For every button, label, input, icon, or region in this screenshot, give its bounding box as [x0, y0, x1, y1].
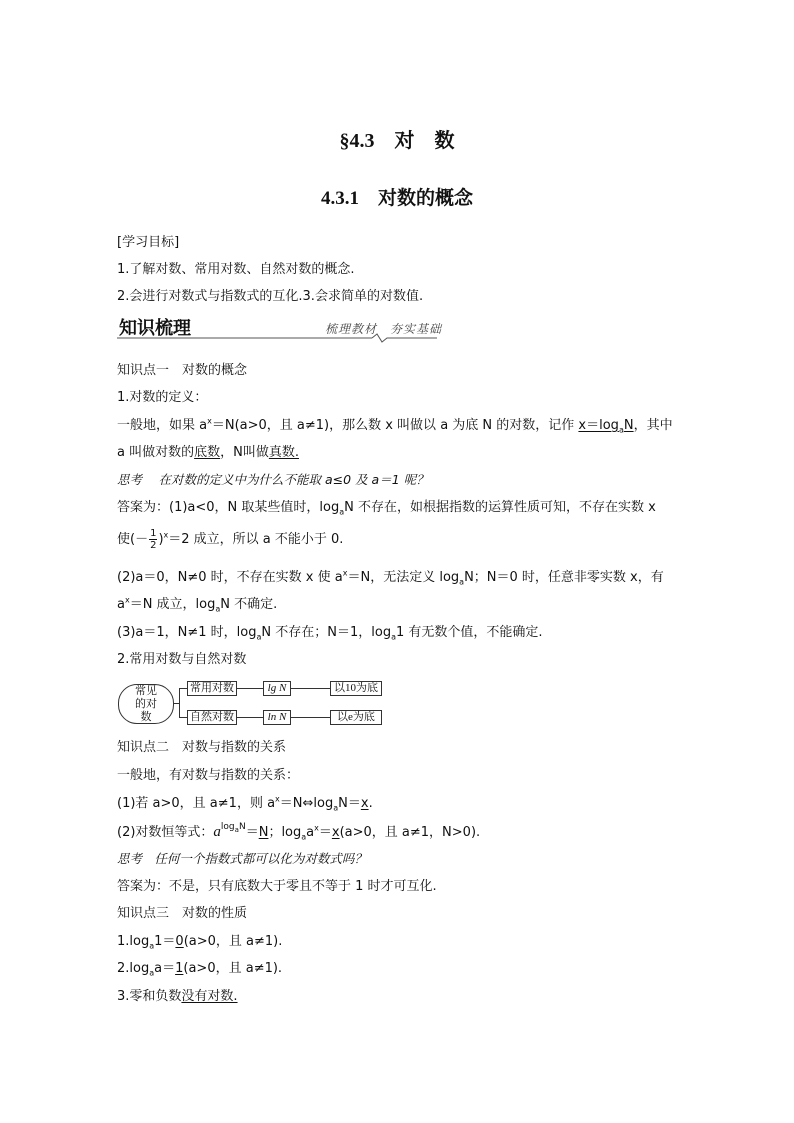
- definition-line-2: a 叫做对数的底数，N叫做真数.: [117, 445, 299, 460]
- banner-underline: [117, 333, 437, 343]
- answer-log-notation: $x=\log_aN$: [578, 418, 634, 435]
- answer-base: 底数: [194, 445, 221, 460]
- kp2-identity: (2)对数恒等式：$a^{log_aN}=N$；$\log_aa^x=x(a>0$，且 a≠1，N>0).: [117, 821, 481, 842]
- answer-3: (3)a＝1，N≠1 时，$\log_aN$ 不存在；N＝1，$\log_a1$ 有无数个值，不能确定.: [117, 625, 543, 642]
- think-question-2: 思考 任何一个指数式都可以化为对数式吗？: [117, 851, 367, 866]
- banner-title: 知识梳理: [119, 318, 191, 339]
- answer-x: x: [360, 796, 369, 811]
- think-question-1: 思考 在对数的定义中为什么不能取 a≤0 及 a＝1 呢？: [117, 472, 429, 487]
- objective-2: 2.会进行对数式与指数式的互化.3.会求简单的对数值.: [117, 289, 424, 304]
- diagram-common-log: 常用对数: [187, 681, 237, 696]
- kp2-heading: 知识点二 对数与指数的关系: [117, 740, 287, 755]
- definition-heading: 1.对数的定义：: [117, 390, 208, 405]
- answer-x-identity: x: [331, 825, 340, 840]
- answer-1-line-2: 使(－ $\frac{1}{2}$ )$^x$＝2 成立，所以 a 不能小于 0.: [117, 528, 344, 551]
- banner-subtitle: 梳理教材 夯实基础: [325, 322, 443, 336]
- objectives-header: [学习目标]: [117, 235, 180, 250]
- answer-2-line-2: $a^x=N$ 成立，$\log_aN$ 不确定.: [117, 595, 278, 614]
- diagram-ln-notation: ln N: [263, 710, 291, 725]
- kp3-property-3: 3.零和负数没有对数.: [117, 989, 238, 1004]
- kp3-property-2: $2.\log_aa=1(a>0$，且 a≠1).: [117, 961, 283, 978]
- log-types-diagram: [117, 680, 387, 728]
- section-title: §4.3 对 数: [339, 130, 455, 152]
- kp3-heading: 知识点三 对数的性质: [117, 906, 248, 921]
- kp2-relation: (1)若 a>0，且 a≠1，则 $a^x=N\Leftrightarrow\log_aN=x$.: [117, 794, 373, 813]
- definition-line-1: 一般地，如果 $a^x=N(a>0$，且 a≠1)，那么数 x 叫做以 a 为底 N 的对数，记作 $x=\log_aN$，其中: [117, 416, 673, 435]
- kp2-answer: 答案为：不是，只有底数大于零且不等于 1 时才可互化.: [117, 879, 437, 894]
- answer-1-line-1: 答案为：(1)a<0，N 取某些值时，$\log_aN$ 不存在，如根据指数的运算性质可知，不存在实数 x: [117, 500, 656, 517]
- kp2-intro: 一般地，有对数与指数的关系：: [117, 768, 300, 783]
- diagram-natural-log: 自然对数: [187, 710, 237, 725]
- fraction-half: $\frac{1}{2}$: [150, 528, 157, 551]
- kp1-heading: 知识点一 对数的概念: [117, 363, 248, 378]
- common-natural-heading: 2.常用对数与自然对数: [117, 652, 247, 667]
- diagram-root: 常见的对数: [118, 684, 174, 724]
- subsection-title: 4.3.1 对数的概念: [320, 188, 473, 209]
- answer-zero: 0: [175, 934, 184, 949]
- objective-1: 1.了解对数、常用对数、自然对数的概念.: [117, 262, 355, 277]
- knowledge-banner: [117, 312, 443, 342]
- diagram-base-e: 以e为底: [330, 710, 382, 725]
- answer-2-line-1: (2)a＝0，N≠0 时，不存在实数 x 使 $a^x=N$，无法定义 $\log_aN$；N＝0 时，任意非零实数 x，有: [117, 568, 664, 587]
- diagram-lg-notation: lg N: [263, 681, 291, 696]
- answer-N: N: [258, 825, 269, 840]
- diagram-base-10: 以10为底: [330, 681, 382, 696]
- answer-one: 1: [175, 961, 184, 976]
- answer-antilog: 真数.: [268, 445, 299, 460]
- answer-no-log: 没有对数.: [181, 989, 238, 1004]
- kp3-property-1: $1.\log_a1=0(a>0$，且 a≠1).: [117, 934, 283, 951]
